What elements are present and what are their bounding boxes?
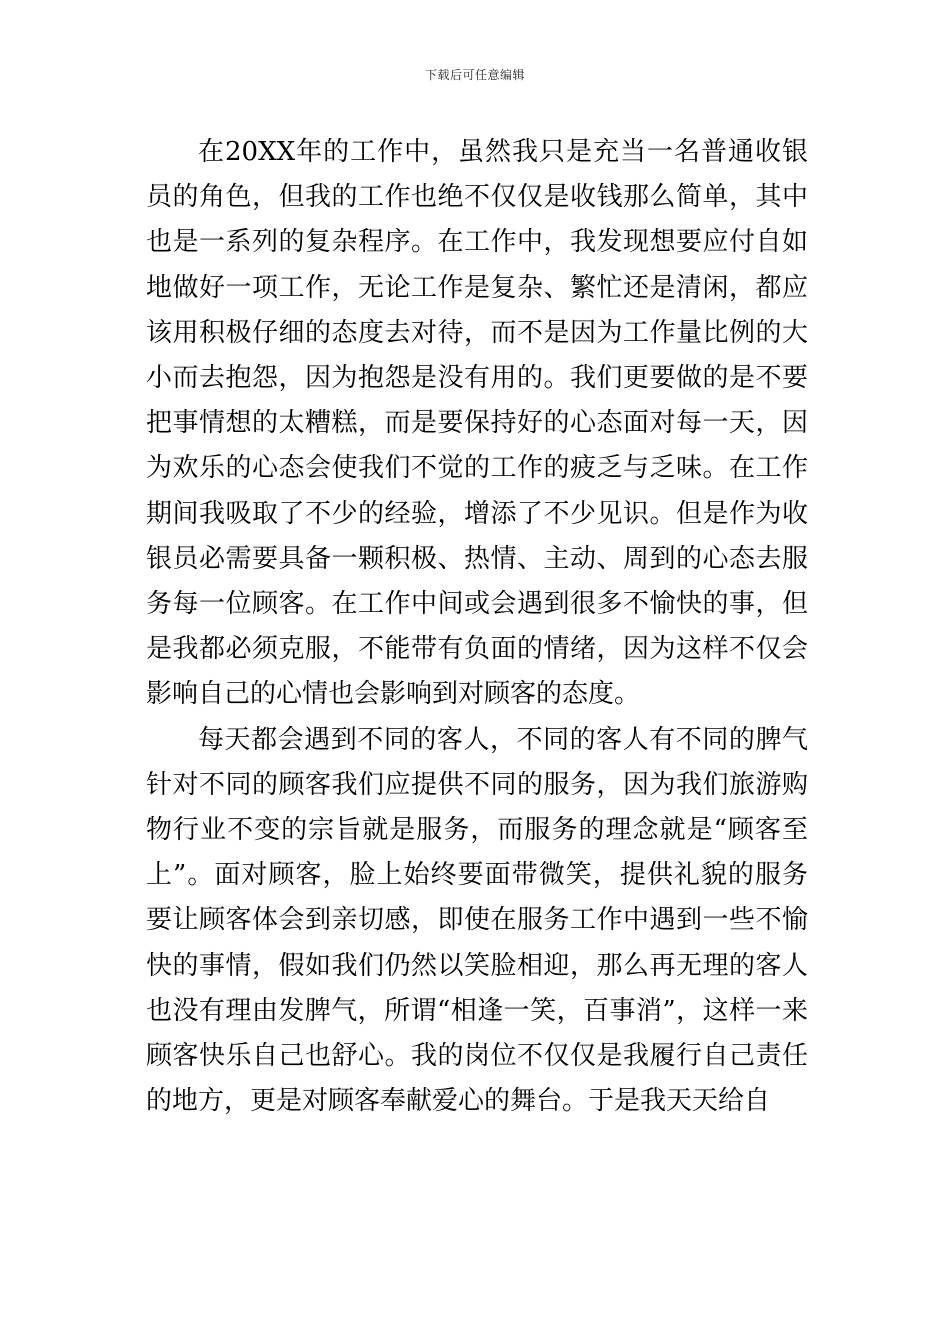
document-body [146,130,808,1124]
paragraph-2: 每天都会遇到不同的客人，不同的客人有不同的脾气针对不同的顾客我们应提供不同的服务，因为我们旅游购物行业不变的宗旨就是服务，而服务的理念就是“顾客至上”。面对顾客，脸上始终要面带微笑，提供礼貌的服务要让顾客体会到亲切感，即使在服务工作中遇到一些不愉快的事情，假如我们仍然以笑脸相迎，那么再无理的客人也没有理由发脾气，所谓“相逢一笑，百事消”，这样一来顾客快乐自己也舒心。我的岗位不仅仅是我履行自己责任的地方，更是对顾客奉献爱心的舞台。于是我天天给自 [146,724,808,1117]
page-header: 下载后可任意编辑 [424,68,525,82]
paragraph-1: 在20XX年的工作中，虽然我只是充当一名普通收银员的角色，但我的工作也绝不仅仅是收钱那么简单，其中也是一系列的复杂程序。在工作中，我发现想要应付自如地做好一项工作，无论工作是复杂、繁忙还是清闲，都应该用积极仔细的态度去对待，而不是因为工作量比例的大小而去抱怨，因为抱怨是没有用的。我们更要做的是不要把事情想的太糟糕，而是要保持好的心态面对每一天，因为欢乐的心态会使我们不觉的工作的疲乏与乏味。在工作期间我吸取了不少的经验，增添了不少见识。但是作为收银员必需要具备一颗积极、热情、主动、周到的心态去服务每一位顾客。在工作中间或会遇到很多不愉快的事，但是我都必须克服，不能带有负面的情绪，因为这样不仅会影响自己的心情也会影响到对顾客的态度。 [146,137,808,710]
